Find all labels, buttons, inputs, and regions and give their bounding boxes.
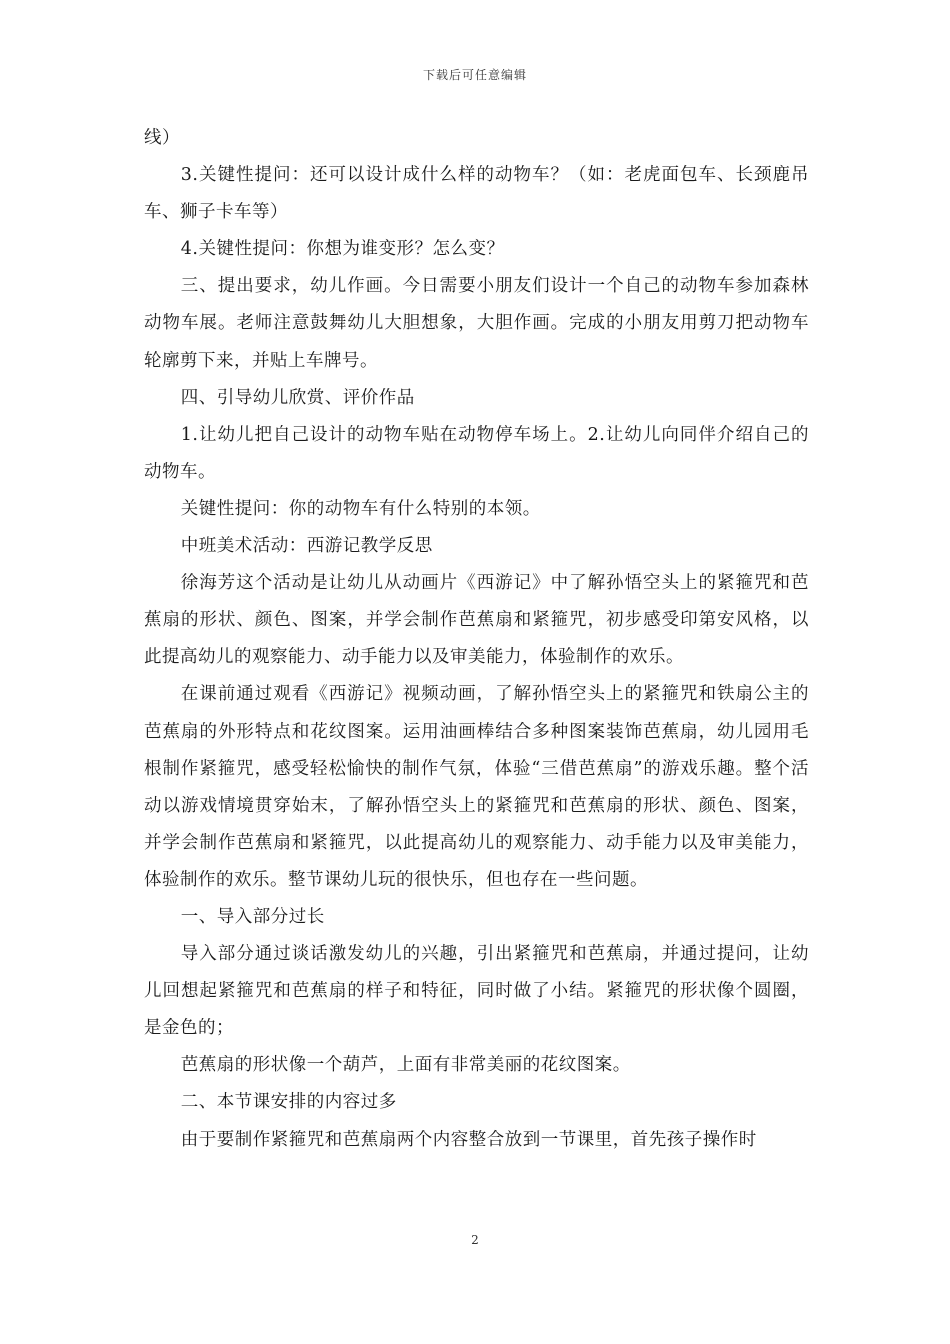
paragraph: 导入部分通过谈话激发幼儿的兴趣，引出紧箍咒和芭蕉扇，并通过提问，让幼儿回想起紧箍咒和芭蕉扇的样子和特征，同时做了小结。紧箍咒的形状像个圆圈，是金色的；: [144, 944, 809, 1039]
paragraph: 三、提出要求，幼儿作画。今日需要小朋友们设计一个自己的动物车参加森林动物车展。老师注意鼓舞幼儿大胆想象，大胆作画。完成的小朋友用剪刀把动物车轮廓剪下来，并贴上车牌号。: [144, 276, 809, 371]
section-heading: 四、引导幼儿欣赏、评价作品: [180, 387, 415, 408]
document-body: [144, 120, 809, 1159]
paragraph: 由于要制作紧箍咒和芭蕉扇两个内容整合放到一节课里，首先孩子操作时: [180, 1129, 757, 1150]
paragraph: 线）: [144, 128, 180, 148]
page-header: 下载后可任意编辑: [422, 68, 527, 82]
paragraph: 在课前通过观看《西游记》视频动画，了解孙悟空头上的紧箍咒和铁扇公主的芭蕉扇的外形特点和花纹图案。运用油画棒结合多种图案装饰芭蕉扇，幼儿园用毛根制作紧箍咒，感受轻松愉快的制作气氛，体验“三借芭蕉扇”的游戏乐趣。整个活动以游戏情境贯穿始末，了解孙悟空头上的紧箍咒和芭蕉扇的形状、颜色、图案，并学会制作芭蕉扇和紧箍咒，以此提高幼儿的观察能力、动手能力以及审美能力，体验制作的欢乐。整节课幼儿玩的很快乐，但也存在一些问题。: [144, 684, 809, 890]
section-heading: 二、本节课安排的内容过多: [180, 1092, 397, 1113]
paragraph: 芭蕉扇的形状像一个葫芦，上面有非常美丽的花纹图案。: [180, 1055, 631, 1076]
paragraph: 3.关键性提问：还可以设计成什么样的动物车？（如：老虎面包车、长颈鹿吊车、狮子卡车等）: [144, 165, 809, 223]
paragraph: 4.关键性提问：你想为谁变形？怎么变？: [180, 239, 505, 260]
page-number: 2: [471, 1233, 479, 1247]
section-title: 中班美术活动：西游记教学反思: [180, 536, 433, 557]
section-heading: 一、导入部分过长: [180, 906, 325, 927]
paragraph: 徐海芳这个活动是让幼儿从动画片《西游记》中了解孙悟空头上的紧箍咒和芭蕉扇的形状、颜色、图案，并学会制作芭蕉扇和紧箍咒，初步感受印第安风格，以此提高幼儿的观察能力、动手能力以及审美能力，体验制作的欢乐。: [144, 573, 809, 668]
paragraph: 关键性提问：你的动物车有什么特别的本领。: [180, 498, 541, 519]
paragraph: 1.让幼儿把自己设计的动物车贴在动物停车场上。2.让幼儿向同伴介绍自己的动物车。: [144, 424, 809, 482]
